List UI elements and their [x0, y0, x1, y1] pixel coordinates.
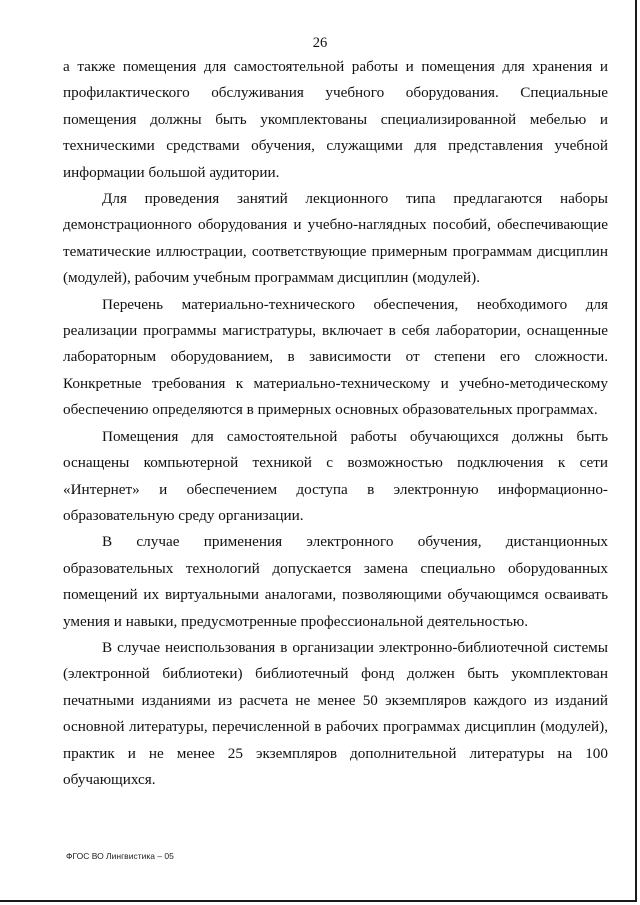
footer-standard-label: ФГОС ВО Лингвистика – 05 — [66, 851, 174, 861]
paragraph-lecture-equipment: Для проведения занятий лекционного типа предлагаются наборы демонстрационного оборудования и учебно-наглядных пособий, обеспечивающие тематические иллюстрации, соответствующие примерным программам дисциплин (модулей), рабочим учебным программам дисциплин (модулей). — [63, 190, 608, 287]
document-body — [63, 54, 608, 793]
paragraph-library-fund: В случае неиспользования в организации электронно-библиотечной системы (электронной библиотеки) библиотечный фонд должен быть укомплектован печатными изданиями из расчета не менее 50 экземпляров каждого из изданий основной литературы, перечисленной в рабочих программах дисциплин (модулей), практик и не менее 25 экземпляров дополнительной литературы на 100 обучающихся. — [63, 638, 608, 788]
page-number: 26 — [312, 35, 328, 51]
paragraph-e-learning: В случае применения электронного обучения, дистанционных образовательных технологий допускается замена специально оборудованных помещений их виртуальными аналогами, позволяющими обучающимся осваивать умения и навыки, предусмотренные профессиональной деятельностью. — [63, 533, 608, 630]
paragraph-continuation: а также помещения для самостоятельной работы и помещения для хранения и профилактического обслуживания учебного оборудования. Специальные помещения должны быть укомплектованы специализированной мебелью и техническими средствами обучения, служащими для представления учебной информации большой аудитории. — [63, 58, 608, 181]
paragraph-self-study-rooms: Помещения для самостоятельной работы обучающихся должны быть оснащены компьютерной техникой с возможностью подключения к сети «Интернет» и обеспечением доступа в электронную информационно-образовательную среду организации. — [63, 427, 608, 524]
paragraph-material-support: Перечень материально-технического обеспечения, необходимого для реализации программы магистратуры, включает в себя лаборатории, оснащенные лабораторным оборудованием, в зависимости от степени его сложности. Конкретные требования к материально-техническому и учебно-методическому обеспечению определяются в примерных основных образовательных программах. — [63, 295, 608, 419]
